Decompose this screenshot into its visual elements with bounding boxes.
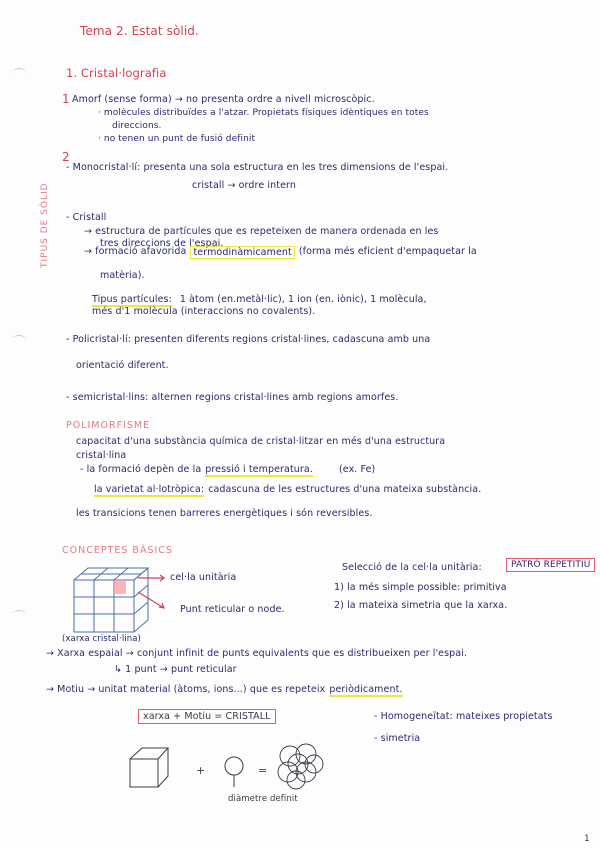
seleccio-cella: Selecció de la cel·la unitària: — [342, 562, 482, 573]
binder-hole — [12, 335, 26, 344]
cristall-bullet-1b: tres direccions de l'espai. — [100, 238, 224, 249]
lattice-arrows — [138, 568, 168, 618]
polimorfisme-line-2: cristal·lina — [76, 450, 127, 461]
cella-unitaria-label: cel·la unitària — [170, 572, 237, 583]
monocristalli-sub: cristall → ordre intern — [192, 180, 296, 191]
binder-hole — [12, 610, 26, 619]
page-number: 1 — [584, 834, 590, 844]
xarxa-espaial-line: → Xarxa espaial → conjunt infinit de punts equivalents que es distribueixen per l'espai. — [46, 648, 468, 659]
cristall-b2-pre: → formació afavorida — [84, 246, 187, 257]
monocristalli-line: - Monocristal·lí: presenta una sola estructura en les tres dimensions de l'espai. — [66, 162, 449, 173]
poli-l4-highlight: la varietat al·lotròpica: — [94, 484, 205, 495]
cristall-bullet-2b: matèria). — [100, 270, 145, 281]
polimorfisme-line-5: les transicions tenen barreres energètiques i són reversibles. — [76, 508, 373, 519]
policristalli-line-2: orientació diferent. — [76, 360, 169, 371]
motiu-line — [46, 684, 403, 697]
plus-sign: + — [196, 764, 206, 777]
policristalli-line: - Policristal·lí: presenten diferents regions cristal·lines, cadascuna amb una — [66, 334, 431, 345]
polimorfisme-line-4 — [94, 484, 481, 497]
seleccio-rule-2: 2) la mateixa simetria que la xarxa. — [334, 600, 508, 611]
side-label: TIPUS DE SÒLID — [40, 182, 50, 268]
patro-repetitiu-box: PATRÓ REPETITIU — [506, 558, 595, 572]
cristall-bullet-2 — [84, 246, 477, 259]
poli-l3-post: (ex. Fe) — [338, 464, 376, 475]
polimorfisme-heading: POLIMORFISME — [66, 420, 151, 431]
cristall-line: - Cristall — [66, 212, 107, 223]
crystal-spheres-sketch — [276, 742, 326, 792]
tipus-highlight: Tipus partícules: — [92, 294, 172, 305]
tipus-particules-line-2: més d'1 molècula (interaccions no covalents). — [92, 306, 316, 317]
cristall-b2-highlight: termodinàmicament — [190, 246, 294, 259]
simetria-line: - simetria — [374, 733, 421, 744]
seleccio-rule-1: 1) la més simple possible: primitiva — [334, 582, 507, 593]
poli-l3-pre: - la formació depèn de la — [80, 464, 202, 475]
equals-sign: = — [258, 764, 268, 777]
item-number-1: 1 — [62, 92, 70, 106]
binder-hole — [12, 68, 26, 77]
amorf-bullet-2: · no tenen un punt de fusió definit — [98, 134, 256, 144]
page-title: Tema 2. Estat sòlid. — [80, 24, 199, 38]
cristall-b2-post: (forma més eficient d'empaquetar la — [298, 246, 477, 257]
cristall-bullet-1: → estructura de partícules que es repeteixen de manera ordenada en les — [84, 226, 439, 237]
amorf-line: Amorf (sense forma) → no presenta ordre a nivell microscòpic. — [72, 94, 375, 105]
motiu-pre: → Motiu → unitat material (àtoms, ions...) que es repeteix — [46, 684, 326, 695]
formula-box: xarxa + Motiu = CRISTALL — [138, 709, 276, 724]
cube-sketch — [128, 745, 172, 791]
xarxa-caption: (xarxa cristal·lina) — [62, 634, 141, 644]
tipus-rest: 1 àtom (en.metàl·lic), 1 ion (en. iònic), 1 molècula, — [179, 294, 427, 305]
item-number-2: 2 — [62, 150, 70, 164]
punt-reticular-label: Punt reticular o node. — [180, 604, 285, 615]
xarxa-espaial-sub: ↳ 1 punt → punt reticular — [114, 664, 237, 675]
section-heading-cristallografia: 1. Cristal·lografia — [66, 66, 167, 80]
diametre-definit-label: diàmetre definit — [228, 794, 298, 804]
semicristalli-line: - semicristal·lins: alternen regions cristal·lines amb regions amorfes. — [66, 392, 399, 403]
motiu-highlight: periòdicament. — [329, 684, 403, 695]
atom-sketch — [222, 755, 248, 789]
amorf-bullet-1: · molècules distribuïdes a l'atzar. Propietats físiques idèntiques en totes — [98, 108, 429, 118]
polimorfisme-line-3 — [80, 464, 375, 477]
amorf-bullet-1b: direccions. — [112, 121, 162, 131]
poli-l3-highlight: pressió i temperatura. — [205, 464, 313, 475]
poli-l4-post: cadascuna de les estructures d'una mateixa substància. — [208, 484, 482, 495]
homogeneitat-line: - Homogeneïtat: mateixes propietats — [374, 711, 553, 722]
polimorfisme-line-1: capacitat d'una substància química de cristal·litzar en més d'una estructura — [76, 436, 446, 447]
conceptes-heading: CONCEPTES BÀSICS — [62, 545, 173, 556]
